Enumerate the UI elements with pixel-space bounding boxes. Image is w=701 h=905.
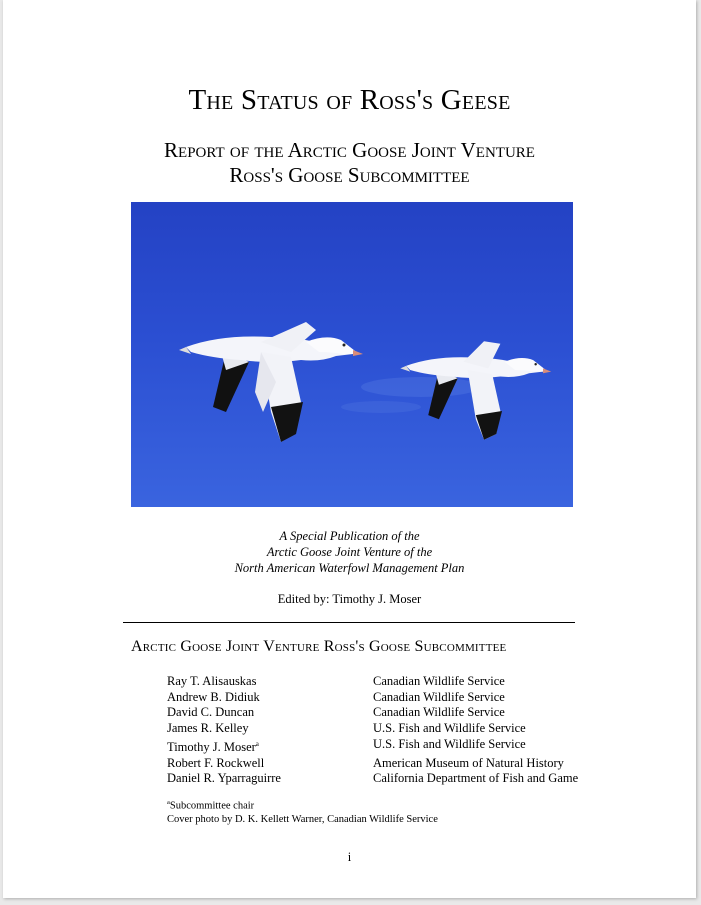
document-page — [3, 0, 696, 898]
member-row — [167, 771, 578, 787]
flying-geese-illustration — [131, 202, 573, 507]
member-org: Canadian Wildlife Service — [373, 705, 505, 720]
publication-line-3: North American Waterfowl Management Plan — [234, 561, 465, 575]
footnotes — [167, 796, 438, 826]
member-name-chair: Timothy J. Moser$^a$ — [167, 739, 259, 754]
member-row — [167, 756, 578, 772]
publication-line-1: A Special Publication of the — [279, 529, 420, 543]
publication-line-2: Arctic Goose Joint Venture of the — [266, 545, 433, 559]
footnote-chair: $^a$Subcommittee chair — [167, 799, 255, 812]
page-number: i — [347, 850, 352, 864]
cover-photo-geese — [131, 202, 573, 507]
horizontal-rule — [123, 622, 575, 623]
member-list — [167, 674, 578, 787]
subtitle-line-1: Report of the Arctic Goose Joint Venture — [164, 138, 535, 162]
document-title: The Status of Ross's Geese — [188, 84, 511, 116]
member-row — [167, 737, 578, 756]
member-org: California Department of Fish and Game — [373, 771, 579, 786]
member-row — [167, 690, 578, 706]
member-org: U.S. Fish and Wildlife Service — [373, 721, 526, 736]
member-row — [167, 674, 578, 690]
subtitle-line-2: Ross's Goose Subcommittee — [229, 163, 470, 187]
member-org: Canadian Wildlife Service — [373, 689, 505, 704]
photo-credit: Cover photo by D. K. Kellett Warner, Canadian Wildlife Service — [167, 813, 438, 825]
member-row — [167, 721, 578, 737]
member-name: David C. Duncan — [167, 705, 255, 720]
member-name: Robert F. Rockwell — [167, 755, 265, 770]
goose-1 — [179, 322, 363, 442]
member-name: James R. Kelley — [167, 721, 249, 736]
member-name: Daniel R. Yparraguirre — [167, 771, 281, 786]
member-org: U.S. Fish and Wildlife Service — [373, 736, 526, 751]
chair-footnote-mark: a — [255, 739, 259, 748]
member-row — [167, 705, 578, 721]
member-name: Ray T. Alisauskas — [167, 674, 257, 688]
edited-by: Edited by: Timothy J. Moser — [277, 592, 422, 606]
member-org: Canadian Wildlife Service — [373, 674, 505, 688]
committee-heading: Arctic Goose Joint Venture Ross's Goose Subcommittee — [131, 638, 507, 655]
member-org: American Museum of Natural History — [373, 755, 564, 770]
member-name: Andrew B. Didiuk — [167, 689, 260, 704]
footnote-mark: a — [167, 799, 170, 806]
